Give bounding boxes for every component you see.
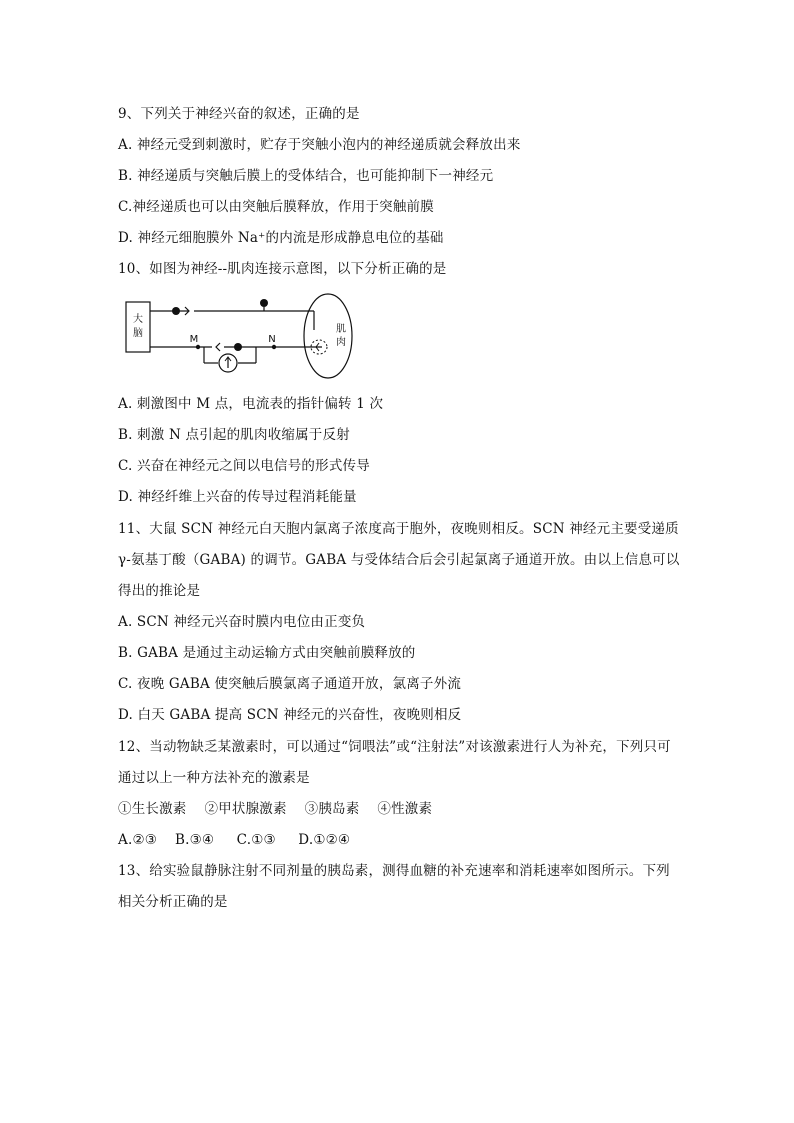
q9-stem: 9、下列关于神经兴奋的叙述，正确的是 xyxy=(118,106,360,122)
muscle-label-bottom: 肉 xyxy=(336,337,346,348)
q12-stem-line-1: 12、当动物缺乏某激素时，可以通过“饲喂法”或“注射法”对该激素进行人为补充，下列只可 xyxy=(118,739,671,755)
upper-cell-body xyxy=(172,307,180,315)
q9-option-d: D. 神经元细胞膜外 Na⁺的内流是形成静息电位的基础 xyxy=(118,230,444,246)
q10-option-b: B. 刺激 N 点引起的肌肉收缩属于反射 xyxy=(118,427,350,443)
nerve-muscle-diagram xyxy=(122,290,362,382)
q12-choices: A.②③ B.③④ C.①③ D.①②④ xyxy=(118,832,351,848)
q11-option-c: C. 夜晚 GABA 使突触后膜氯离子通道开放，氯离子外流 xyxy=(118,676,462,692)
lower-cell-body xyxy=(234,343,242,351)
point-m-dot xyxy=(196,345,200,349)
q11-stem-line-3: 得出的推论是 xyxy=(118,583,201,599)
q10-option-c: C. 兴奋在神经元之间以电信号的形式传导 xyxy=(118,458,370,474)
q13-stem-line-2: 相关分析正确的是 xyxy=(118,894,228,910)
q12-stem-line-2: 通过以上一种方法补充的激素是 xyxy=(118,770,310,786)
brain-label-top: 大 xyxy=(133,314,143,325)
muscle-label-top: 肌 xyxy=(336,324,346,335)
q9-option-c: C.神经递质也可以由突触后膜释放，作用于突触前膜 xyxy=(118,199,434,215)
q9-option-a: A. 神经元受到刺激时，贮存于突触小泡内的神经递质就会释放出来 xyxy=(118,137,521,153)
q10-stem: 10、如图为神经--肌肉连接示意图，以下分析正确的是 xyxy=(118,261,447,277)
point-m-label: M xyxy=(189,334,199,345)
q11-stem-line-2: γ-氨基丁酸（GABA) 的调节。GABA 与受体结合后会引起氯离子通道开放。由以上信息可以 xyxy=(118,552,680,568)
upper-fiber-dot xyxy=(260,299,268,307)
point-n-label: N xyxy=(268,334,276,345)
q10-option-a: A. 刺激图中 M 点，电流表的指针偏转 1 次 xyxy=(118,396,384,412)
q12-items: ①生长激素 ②甲状腺激素 ③胰岛素 ④性激素 xyxy=(118,801,433,817)
q10-option-d: D. 神经纤维上兴奋的传导过程消耗能量 xyxy=(118,489,357,505)
q9-option-b: B. 神经递质与突触后膜上的受体结合，也可能抑制下一神经元 xyxy=(118,168,494,184)
q11-stem-line-1: 11、大鼠 SCN 神经元白天胞内氯离子浓度高于胞外，夜晚则相反。SCN 神经元主要受递质 xyxy=(118,521,679,537)
brain-label-bottom: 脑 xyxy=(133,328,143,339)
q13-stem-line-1: 13、给实验鼠静脉注射不同剂量的胰岛素，测得血糖的补充速率和消耗速率如图所示。下列 xyxy=(118,863,670,879)
muscle-outline xyxy=(304,294,352,378)
q11-option-a: A. SCN 神经元兴奋时膜内电位由正变负 xyxy=(118,614,366,630)
lower-synapse xyxy=(216,343,220,351)
point-n-dot xyxy=(272,345,276,349)
brain-box xyxy=(126,302,150,352)
q11-option-d: D. 白天 GABA 提高 SCN 神经元的兴奋性，夜晚则相反 xyxy=(118,707,462,723)
q11-option-b: B. GABA 是通过主动运输方式由突触前膜释放的 xyxy=(118,645,416,661)
